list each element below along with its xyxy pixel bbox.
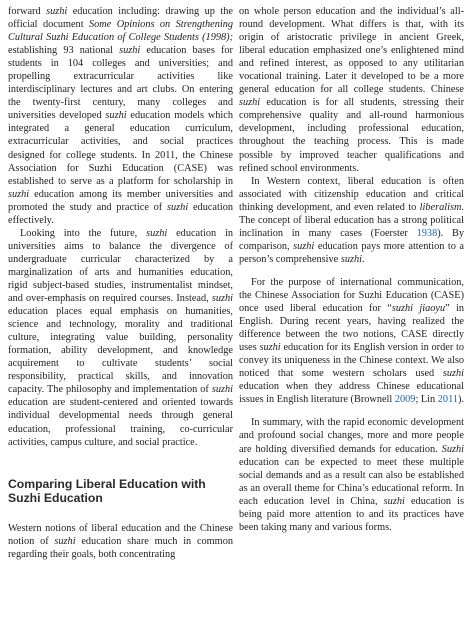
- paragraph: Western notions of liberal education and the Chinese notion of suzhi education share much in common regarding their goals, both concentrating: [8, 522, 233, 560]
- italic-term: suzhi jiaoyu: [391, 303, 446, 315]
- paragraph: on whole person education and the individual’s all-round development. What differs is that, with its origin of aristocratic privilege in ancient Greek, liberal education emphasized one’s enlightened mind and refined interest, as opposed to any utilitarian vocational training. Later it developed to be a more general education for all college students. Chinese suzhi education is for all students, stressing their comprehensive quality and all-round harmonious development, including professional education, throughout the teaching process. This is made possible by improved teacher qualifications and refined school environments.: [239, 6, 464, 174]
- italic-term: suzhi: [167, 201, 189, 213]
- italic-term: Some Opinions on Strengthening Cultural Suzhi Education of College Students (1998);: [8, 19, 234, 44]
- citation-link[interactable]: 2011: [437, 394, 458, 406]
- paragraph: In Western context, liberal education is often associated with citizenship education and critical thinking development, and even related to liberalism. The concept of liberal education has a strong political inclination in many cases (Foerster 1938). By comparison, suzhi education pays more attention to a person’s comprehensive suzhi.: [239, 175, 464, 265]
- italic-term: suzhi: [105, 110, 127, 122]
- right-column: [239, 5, 464, 618]
- paragraph: forward suzhi education including: drawing up the official document Some Opinions on Strengthening Cultural Suzhi Education of College Students (1998); establishing 93 national suzhi education bases for students in 104 colleges and universities; and propelling extracurricular activities like interdisciplinary lectures and art clubs. On entering the twenty-first century, many colleges and universities developed suzhi education models which integrated a general education curriculum, extracurricular activities, and social practices designed for college students. In 2011, the Chinese Association for Suzhi Education (CASE) was established to serve as a platform for scholarship in suzhi education among its member universities and promoted the study and practice of suzhi education effectively.: [8, 6, 234, 226]
- paragraph: Looking into the future, suzhi education in universities aims to balance the divergence of undergraduate curricular characterized by a marginalization of arts and humanities education, rigid subject-based studies, instrumentalist mindset, and over-emphasis on required courses. Instead, suzhi education places equal emphasis on humanities, science and technology, morality and traditional culture, integrating value building, personality formation, ability development, and knowledge acquirement to cultivate students’ social responsibility, practical skills, and innovation capacity. The philosophy and implementation of suzhi education are student-centered and oriented towards individual developmental needs through general education, professional training, co-curricular activities, campus culture, and social practice.: [8, 227, 233, 448]
- citation-link[interactable]: 2009: [394, 394, 416, 406]
- citation-link[interactable]: 1938: [416, 227, 438, 239]
- section-heading: Comparing Liberal Education with Suzhi Education: [8, 476, 206, 506]
- italic-term: suzhi: [54, 535, 76, 547]
- italic-term: suzhi: [383, 495, 405, 507]
- paragraph: For the purpose of international communication, the Chinese Association for Suzhi Education (CASE) once used liberal education for “suzhi jiaoyu” in English. During recent years, having realized the difference between the two notions, CASE directly uses suzhi education for its English version in order to convey its uniqueness in the Chinese context. We also noticed that some western scholars used suzhi education when they address Chinese educational issues in English literature (Brownell 2009; Lin 2011).: [239, 276, 465, 406]
- italic-term: suzhi: [340, 253, 362, 265]
- italic-term: suzhi: [442, 368, 464, 380]
- italic-term: suzhi: [146, 227, 168, 239]
- italic-term: suzhi: [46, 6, 68, 17]
- paragraph-gap: [239, 406, 464, 416]
- italic-term: suzhi: [259, 342, 281, 354]
- italic-term: suzhi: [119, 45, 141, 57]
- italic-term: liberalism: [419, 201, 462, 213]
- italic-term: suzhi: [239, 97, 261, 109]
- italic-term: suzhi: [211, 293, 233, 305]
- left-column: [8, 5, 233, 618]
- italic-term: suzhi: [293, 240, 315, 252]
- italic-term: suzhi: [8, 188, 30, 200]
- paragraph-gap: [239, 266, 464, 276]
- italic-term: Suzhi: [441, 443, 464, 455]
- paragraph: In summary, with the rapid economic development and profound social changes, more and more people are holding diversified demands for education. Suzhi education can be expected to meet these multiple social demands and as a result can also be established as an overall theme for China’s educational reform. In each education level in China, suzhi education is being paid more attention to and its practices have been taking many and various forms.: [239, 417, 464, 533]
- italic-term: suzhi: [211, 384, 233, 396]
